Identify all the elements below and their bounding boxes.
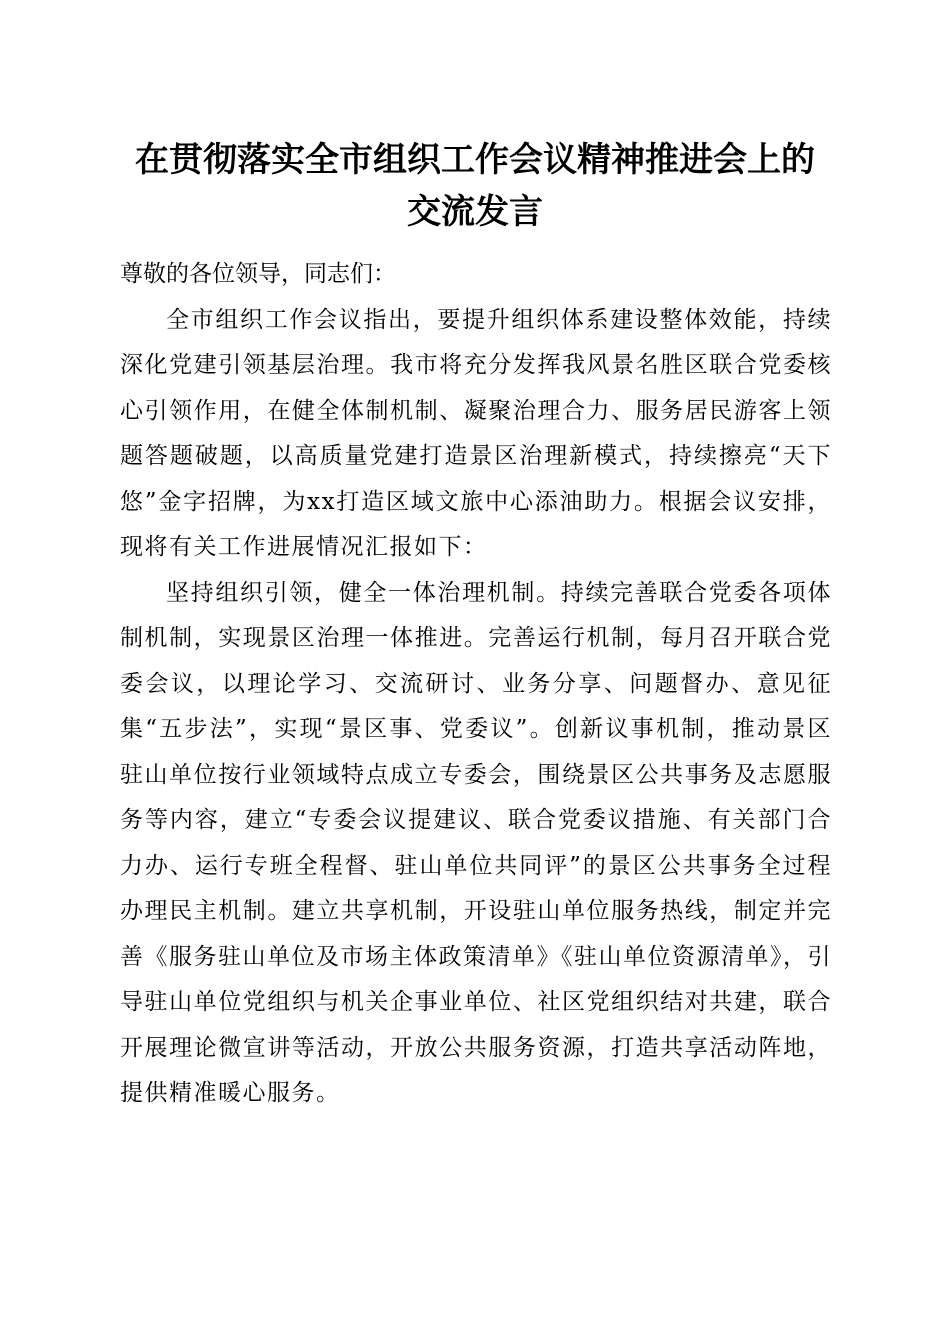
document-body bbox=[120, 252, 832, 1117]
salutation: 尊敬的各位领导，同志们： bbox=[120, 261, 396, 287]
paragraph-intro: 全市组织工作会议指出，要提升组织体系建设整体效能，持续深化党建引领基层治理。我市将充分发挥我风景名胜区联合党委核心引领作用，在健全体制机制、凝聚治理合力、服务居民游客上领题答题破题，以高质量党建打造景区治理新模式，持续擦亮“天下悠”金字招牌，为xx打造区域文旅中心添油助力。根据会议安排，现将有关工作进展情况汇报如下： bbox=[120, 306, 832, 560]
paragraph-organization-leadership: 坚持组织引领，健全一体治理机制。持续完善联合党委各项体制机制，实现景区治理一体推进。完善运行机制，每月召开联合党委会议，以理论学习、交流研讨、业务分享、问题督办、意见征集“五步法”，实现“景区事、党委议”。创新议事机制，推动景区驻山单位按行业领域特点成立专委会，围绕景区公共事务及志愿服务等内容，建立“专委会议提建议、联合党委议措施、有关部门合力办、运行专班全程督、驻山单位共同评”的景区公共事务全过程办理民主机制。建立共享机制，开设驻山单位服务热线，制定并完善《服务驻山单位及市场主体政策清单》《驻山单位资源清单》，引导驻山单位党组织与机关企事业单位、社区党组织结对共建，联合开展理论微宣讲等活动，开放公共服务资源，打造共享活动阵地，提供精准暖心服务。 bbox=[120, 579, 832, 1106]
title-line-1: 在贯彻落实全市组织工作会议精神推进会上的 bbox=[135, 140, 815, 180]
title-line-2: 交流发言 bbox=[407, 192, 543, 232]
document-title bbox=[110, 134, 840, 238]
